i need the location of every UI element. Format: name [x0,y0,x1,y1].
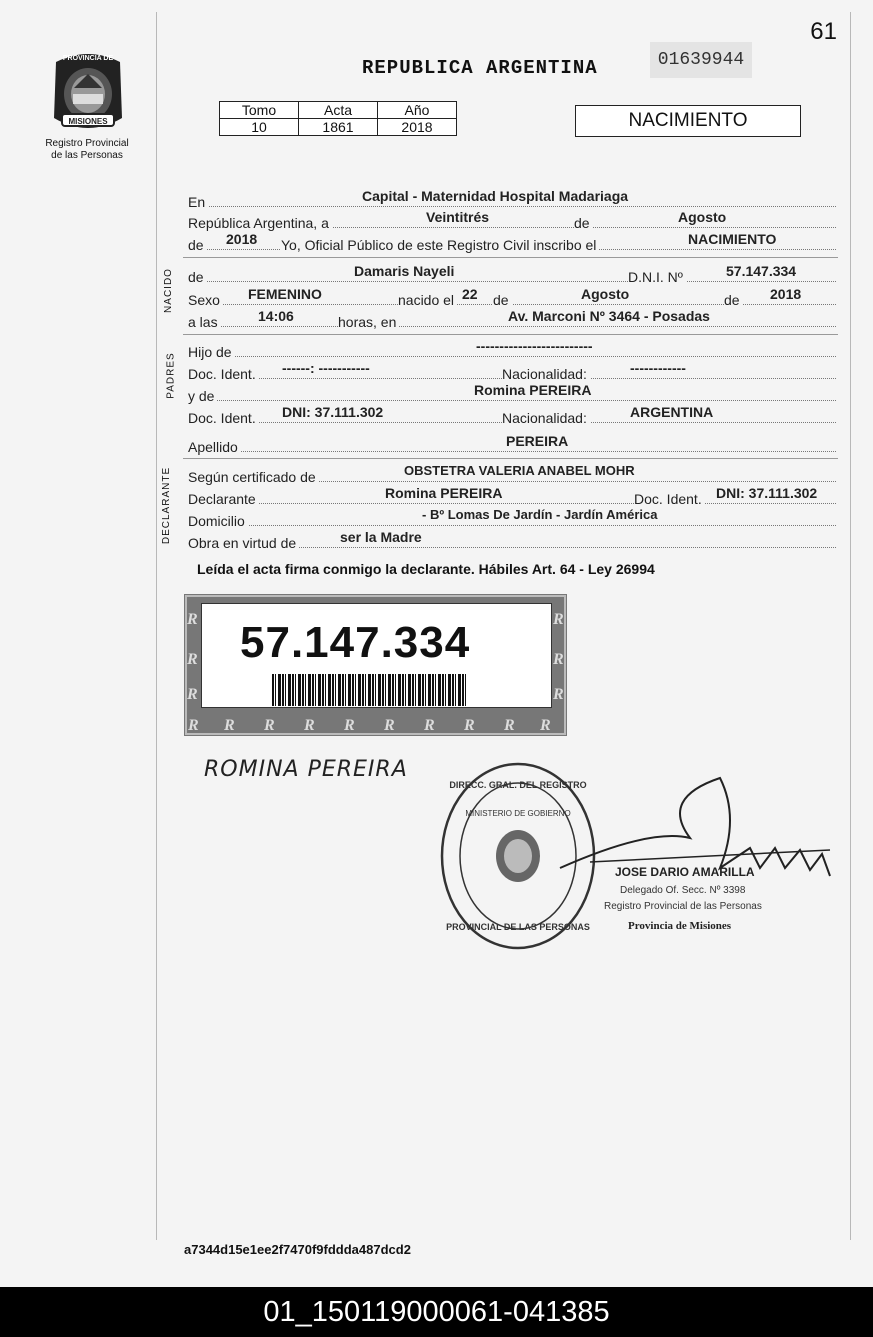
ano-value: 2018 [378,119,457,136]
nacido-name-row [188,263,836,286]
official-stamp [430,758,840,966]
place-row [188,188,836,211]
year-value: 2018 [226,231,258,247]
svg-text:R: R [344,717,355,734]
month-value: Agosto [678,209,727,225]
svg-text:R: R [187,651,198,668]
apellido-value: PEREIRA [506,433,569,449]
svg-text:PROVINCIAL DE LAS PERSONAS: PROVINCIAL DE LAS PERSONAS [446,922,590,932]
svg-text:R: R [553,611,564,628]
father-row [188,338,836,361]
birth-day: 22 [462,286,478,302]
svg-text:R: R [553,686,564,703]
barcode [272,674,468,706]
birth-year: 2018 [770,286,802,302]
closing-statement: Leída el acta firma conmigo la declarante. Hábiles Art. 64 - Ley 26994 [197,561,655,577]
section-divider [183,257,838,258]
doc-ident-label: Doc. Ident. [188,410,259,426]
time-row [188,308,836,331]
father-doc-row [188,360,836,383]
section-divider [183,458,838,459]
declarante-label: Declarante [188,491,259,507]
birth-time: 14:06 [258,308,294,324]
right-margin-line [850,12,851,1240]
de-label: de [574,215,593,231]
province-seal-icon [46,48,130,136]
mother-doc-row [188,404,836,427]
domicilio-value: - Bº Lomas De Jardín - Jardín América [422,507,658,522]
acta-value: 1861 [299,119,378,136]
record-type-box: NACIMIENTO [575,105,801,137]
mother-name: Romina PEREIRA [474,382,592,398]
obra-row [188,529,836,552]
svg-text:MINISTERIO DE GOBIERNO: MINISTERIO DE GOBIERNO [465,809,571,818]
de-label: de [188,269,207,285]
svg-text:ROMINA PEREIRA: ROMINA PEREIRA [204,757,408,782]
svg-text:Delegado Of. Secc. Nº 3398: Delegado Of. Secc. Nº 3398 [620,885,746,896]
svg-text:R: R [540,717,551,734]
doc-ident-label: Doc. Ident. [188,366,259,382]
sexo-value: FEMENINO [248,286,322,302]
svg-text:R: R [224,717,235,734]
domicilio-label: Domicilio [188,513,248,529]
svg-text:JOSE DARIO AMARILLA: JOSE DARIO AMARILLA [615,865,755,879]
apellido-row [188,433,836,456]
record-value-row [220,119,457,136]
tomo-value: 10 [220,119,299,136]
declarante-row [188,485,836,508]
declarante-side-label: DECLARANTE [161,466,173,545]
birth-month: Agosto [581,286,630,302]
document-title: REPUBLICA ARGENTINA [362,57,598,79]
padres-side-label: PADRES [165,352,177,399]
svg-text:R: R [553,651,564,668]
svg-text:R: R [187,611,198,628]
inscribo-text: Yo, Oficial Público de este Registro Civil inscribo el [281,237,599,253]
en-label: En [188,194,208,210]
father-nationality: ------------ [630,360,686,376]
svg-text:DIRECC. GRAL. DEL REGISTRO: DIRECC. GRAL. DEL REGISTRO [449,780,587,790]
obra-value: ser la Madre [340,529,422,545]
de2-label: de [188,237,207,253]
dni-label: D.N.I. Nº [628,269,686,285]
doc-ident-label: Doc. Ident. [634,491,705,507]
left-margin-line [156,12,157,1240]
svg-text:Registro Provincial de las Per: Registro Provincial de las Personas [604,901,762,912]
svg-text:R: R [464,717,475,734]
svg-text:R: R [188,717,199,734]
father-name: ------------------------- [476,338,593,354]
svg-text:R: R [264,717,275,734]
nacionalidad-label: Nacionalidad: [502,410,590,426]
tomo-header: Tomo [220,102,299,119]
sexo-row [188,286,836,309]
obra-label: Obra en virtud de [188,535,299,551]
certificado-label: Según certificado de [188,469,319,485]
svg-text:R: R [504,717,515,734]
ano-header: Año [378,102,457,119]
certificate-value: OBSTETRA VALERIA ANABEL MOHR [404,463,635,478]
svg-text:R: R [304,717,315,734]
father-doc: ------: ----------- [282,360,370,376]
record-table [219,101,457,136]
day-value: Veintitrés [426,209,490,225]
y-de-label: y de [188,388,217,404]
record-header-row [220,102,457,119]
nacido-el-label: nacido el [398,292,457,308]
registry-label: Registro Provincial de las Personas [45,138,129,161]
a-las-label: a las [188,314,221,330]
date-row [188,209,836,232]
section-divider [183,334,838,335]
republica-label: República Argentina, a [188,215,332,231]
domicilio-row [188,507,836,530]
dni-sticker [184,594,567,736]
nacionalidad-label: Nacionalidad: [502,366,590,382]
de-label-3: de [724,292,743,308]
mother-doc: DNI: 37.111.302 [282,404,384,420]
sticker-number: 57.147.334 [240,618,471,667]
serial-number: 01639944 [650,42,752,78]
svg-text:Provincia de Misiones: Provincia de Misiones [628,920,732,932]
svg-text:R: R [187,686,198,703]
place-value: Capital - Maternidad Hospital Madariaga [362,188,629,204]
birth-address: Av. Marconi Nº 3464 - Posadas [508,308,710,324]
child-dni: 57.147.334 [726,263,797,279]
handwritten-signature [200,746,450,786]
de-label-2: de [493,292,512,308]
hijo-de-label: Hijo de [188,344,235,360]
mother-nationality: ARGENTINA [630,404,714,420]
child-name: Damaris Nayeli [354,263,455,279]
acta-header: Acta [299,102,378,119]
file-id: 01_150119000061-041385 [263,1296,610,1328]
footer-hash: a7344d15e1ee2f7470f9fddda487dcd2 [184,1242,411,1257]
page-number: 61 [810,18,837,45]
inscribo-row [188,231,836,254]
mother-row [188,382,836,405]
declarante-doc: DNI: 37.111.302 [716,485,818,501]
declarante-name: Romina PEREIRA [385,485,503,501]
svg-text:R: R [384,717,395,734]
act-type-value: NACIMIENTO [688,231,777,247]
sexo-label: Sexo [188,292,223,308]
sticker-inner [201,603,552,708]
svg-text:MISIONES: MISIONES [68,117,108,126]
apellido-label: Apellido [188,439,241,455]
svg-text:PROVINCIA DE: PROVINCIA DE [62,55,114,62]
svg-text:R: R [424,717,435,734]
nacido-side-label: NACIDO [162,268,174,313]
certificate-row [188,463,836,486]
horas-label: horas, en [338,314,399,330]
